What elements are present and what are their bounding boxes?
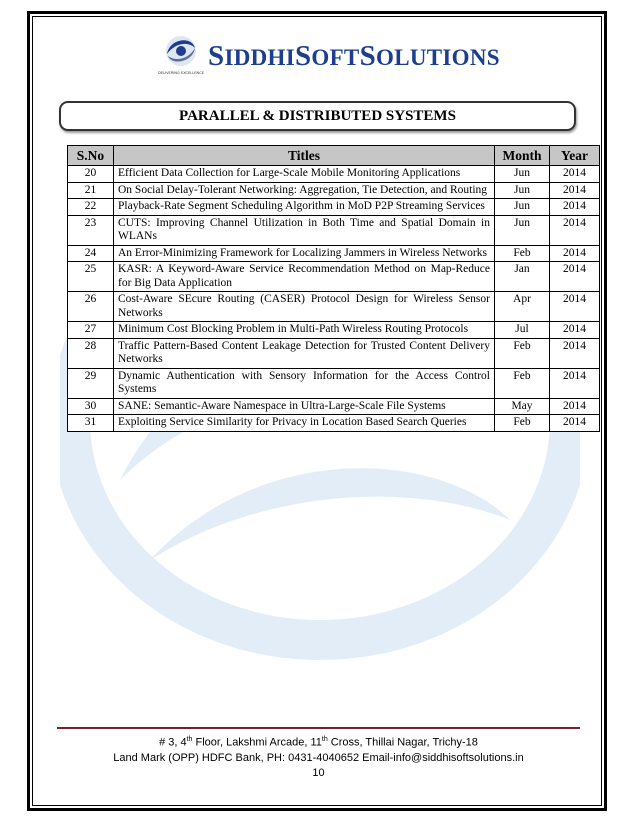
table-row (68, 199, 600, 216)
cell-sno: 25 (68, 262, 114, 292)
cell-month: Apr (495, 292, 550, 322)
logo-tagline: DELIVERING EXCELLENCE (158, 71, 204, 75)
cell-month: Feb (495, 245, 550, 262)
header-titles: Titles (114, 146, 495, 166)
table-row (68, 398, 600, 415)
company-name (208, 40, 500, 73)
cell-title: Cost-Aware SEcure Routing (CASER) Protocol Design for Wireless Sensor Networks (114, 292, 495, 322)
header-sno: S.No (68, 146, 114, 166)
cell-month: Jun (495, 199, 550, 216)
cell-title: Dynamic Authentication with Sensory Information for the Access Control Systems (114, 368, 495, 398)
cell-title: On Social Delay-Tolerant Networking: Aggregation, Tie Detection, and Routing (114, 182, 495, 199)
footer-divider (57, 727, 580, 729)
cell-sno: 31 (68, 415, 114, 432)
cell-sno: 20 (68, 166, 114, 183)
cell-month: Jul (495, 322, 550, 339)
cell-title: Minimum Cost Blocking Problem in Multi-Path Wireless Routing Protocols (114, 322, 495, 339)
company-name-part-3-initial: S (359, 40, 377, 72)
cell-year: 2014 (550, 398, 600, 415)
table-row (68, 245, 600, 262)
footer-address (57, 732, 580, 751)
table-row (68, 292, 600, 322)
header-month: Month (495, 146, 550, 166)
company-name-part-2-rest: OFT (311, 45, 360, 70)
footer-contact: Land Mark (OPP) HDFC Bank, PH: 0431-4040652 Email-info@siddhisoftsolutions.in (113, 751, 524, 764)
cell-title: Traffic Pattern-Based Content Leakage Detection for Trusted Content Delivery Networks (114, 338, 495, 368)
table-row (68, 215, 600, 245)
cell-title: KASR: A Keyword-Aware Service Recommendation Method on Map-Reduce for Big Data Application (114, 262, 495, 292)
cell-year: 2014 (550, 262, 600, 292)
table-row (68, 415, 600, 432)
cell-month: Feb (495, 338, 550, 368)
cell-title: An Error-Minimizing Framework for Localizing Jammers in Wireless Networks (114, 245, 495, 262)
company-name-part-3-rest: OLUTIONS (376, 45, 500, 70)
cell-sno: 26 (68, 292, 114, 322)
table-header-row (68, 146, 600, 166)
cell-year: 2014 (550, 245, 600, 262)
cell-sno: 28 (68, 338, 114, 368)
cell-month: May (495, 398, 550, 415)
cell-month: Jun (495, 182, 550, 199)
table-row (68, 262, 600, 292)
cell-year: 2014 (550, 215, 600, 245)
footer-address-c: Cross, Thillai Nagar, Trichy-18 (327, 736, 478, 749)
cell-year: 2014 (550, 166, 600, 183)
cell-month: Feb (495, 415, 550, 432)
section-title: PARALLEL & DISTRIBUTED SYSTEMS (59, 101, 576, 131)
cell-sno: 21 (68, 182, 114, 199)
cell-sno: 27 (68, 322, 114, 339)
cell-year: 2014 (550, 368, 600, 398)
cell-month: Jun (495, 166, 550, 183)
cell-title: CUTS: Improving Channel Utilization in Both Time and Spatial Domain in WLANs (114, 215, 495, 245)
titles-table (67, 145, 600, 432)
cell-year: 2014 (550, 199, 600, 216)
cell-title: Efficient Data Collection for Large-Scale Mobile Monitoring Applications (114, 166, 495, 183)
footer (57, 732, 580, 781)
company-name-part-1-rest: IDDHI (224, 45, 295, 70)
cell-sno: 23 (68, 215, 114, 245)
header-year: Year (550, 146, 600, 166)
table-row (68, 368, 600, 398)
table-row (68, 182, 600, 199)
cell-year: 2014 (550, 415, 600, 432)
table-row (68, 338, 600, 368)
cell-year: 2014 (550, 322, 600, 339)
cell-sno: 22 (68, 199, 114, 216)
table-row (68, 322, 600, 339)
cell-month: Jan (495, 262, 550, 292)
table-row (68, 166, 600, 183)
swirl-logo-icon (158, 32, 204, 78)
footer-address-sup-1: th (186, 736, 193, 743)
cell-title: Playback-Rate Segment Scheduling Algorithm in MoD P2P Streaming Services (114, 199, 495, 216)
company-name-part-1-initial: S (208, 40, 225, 72)
footer-address-a: # 3, 4 (159, 736, 187, 749)
cell-year: 2014 (550, 338, 600, 368)
cell-title: Exploiting Service Similarity for Privacy in Location Based Search Queries (114, 415, 495, 432)
cell-title: SANE: Semantic-Aware Namespace in Ultra-Large-Scale File Systems (114, 398, 495, 415)
cell-sno: 29 (68, 368, 114, 398)
page-number: 10 (312, 766, 325, 779)
footer-address-sup-2: th (321, 736, 328, 743)
cell-sno: 30 (68, 398, 114, 415)
footer-address-b: Floor, Lakshmi Arcade, 11 (192, 736, 322, 749)
cell-year: 2014 (550, 292, 600, 322)
cell-sno: 24 (68, 245, 114, 262)
cell-month: Feb (495, 368, 550, 398)
company-name-part-2-initial: S (294, 40, 312, 72)
cell-year: 2014 (550, 182, 600, 199)
cell-month: Jun (495, 215, 550, 245)
